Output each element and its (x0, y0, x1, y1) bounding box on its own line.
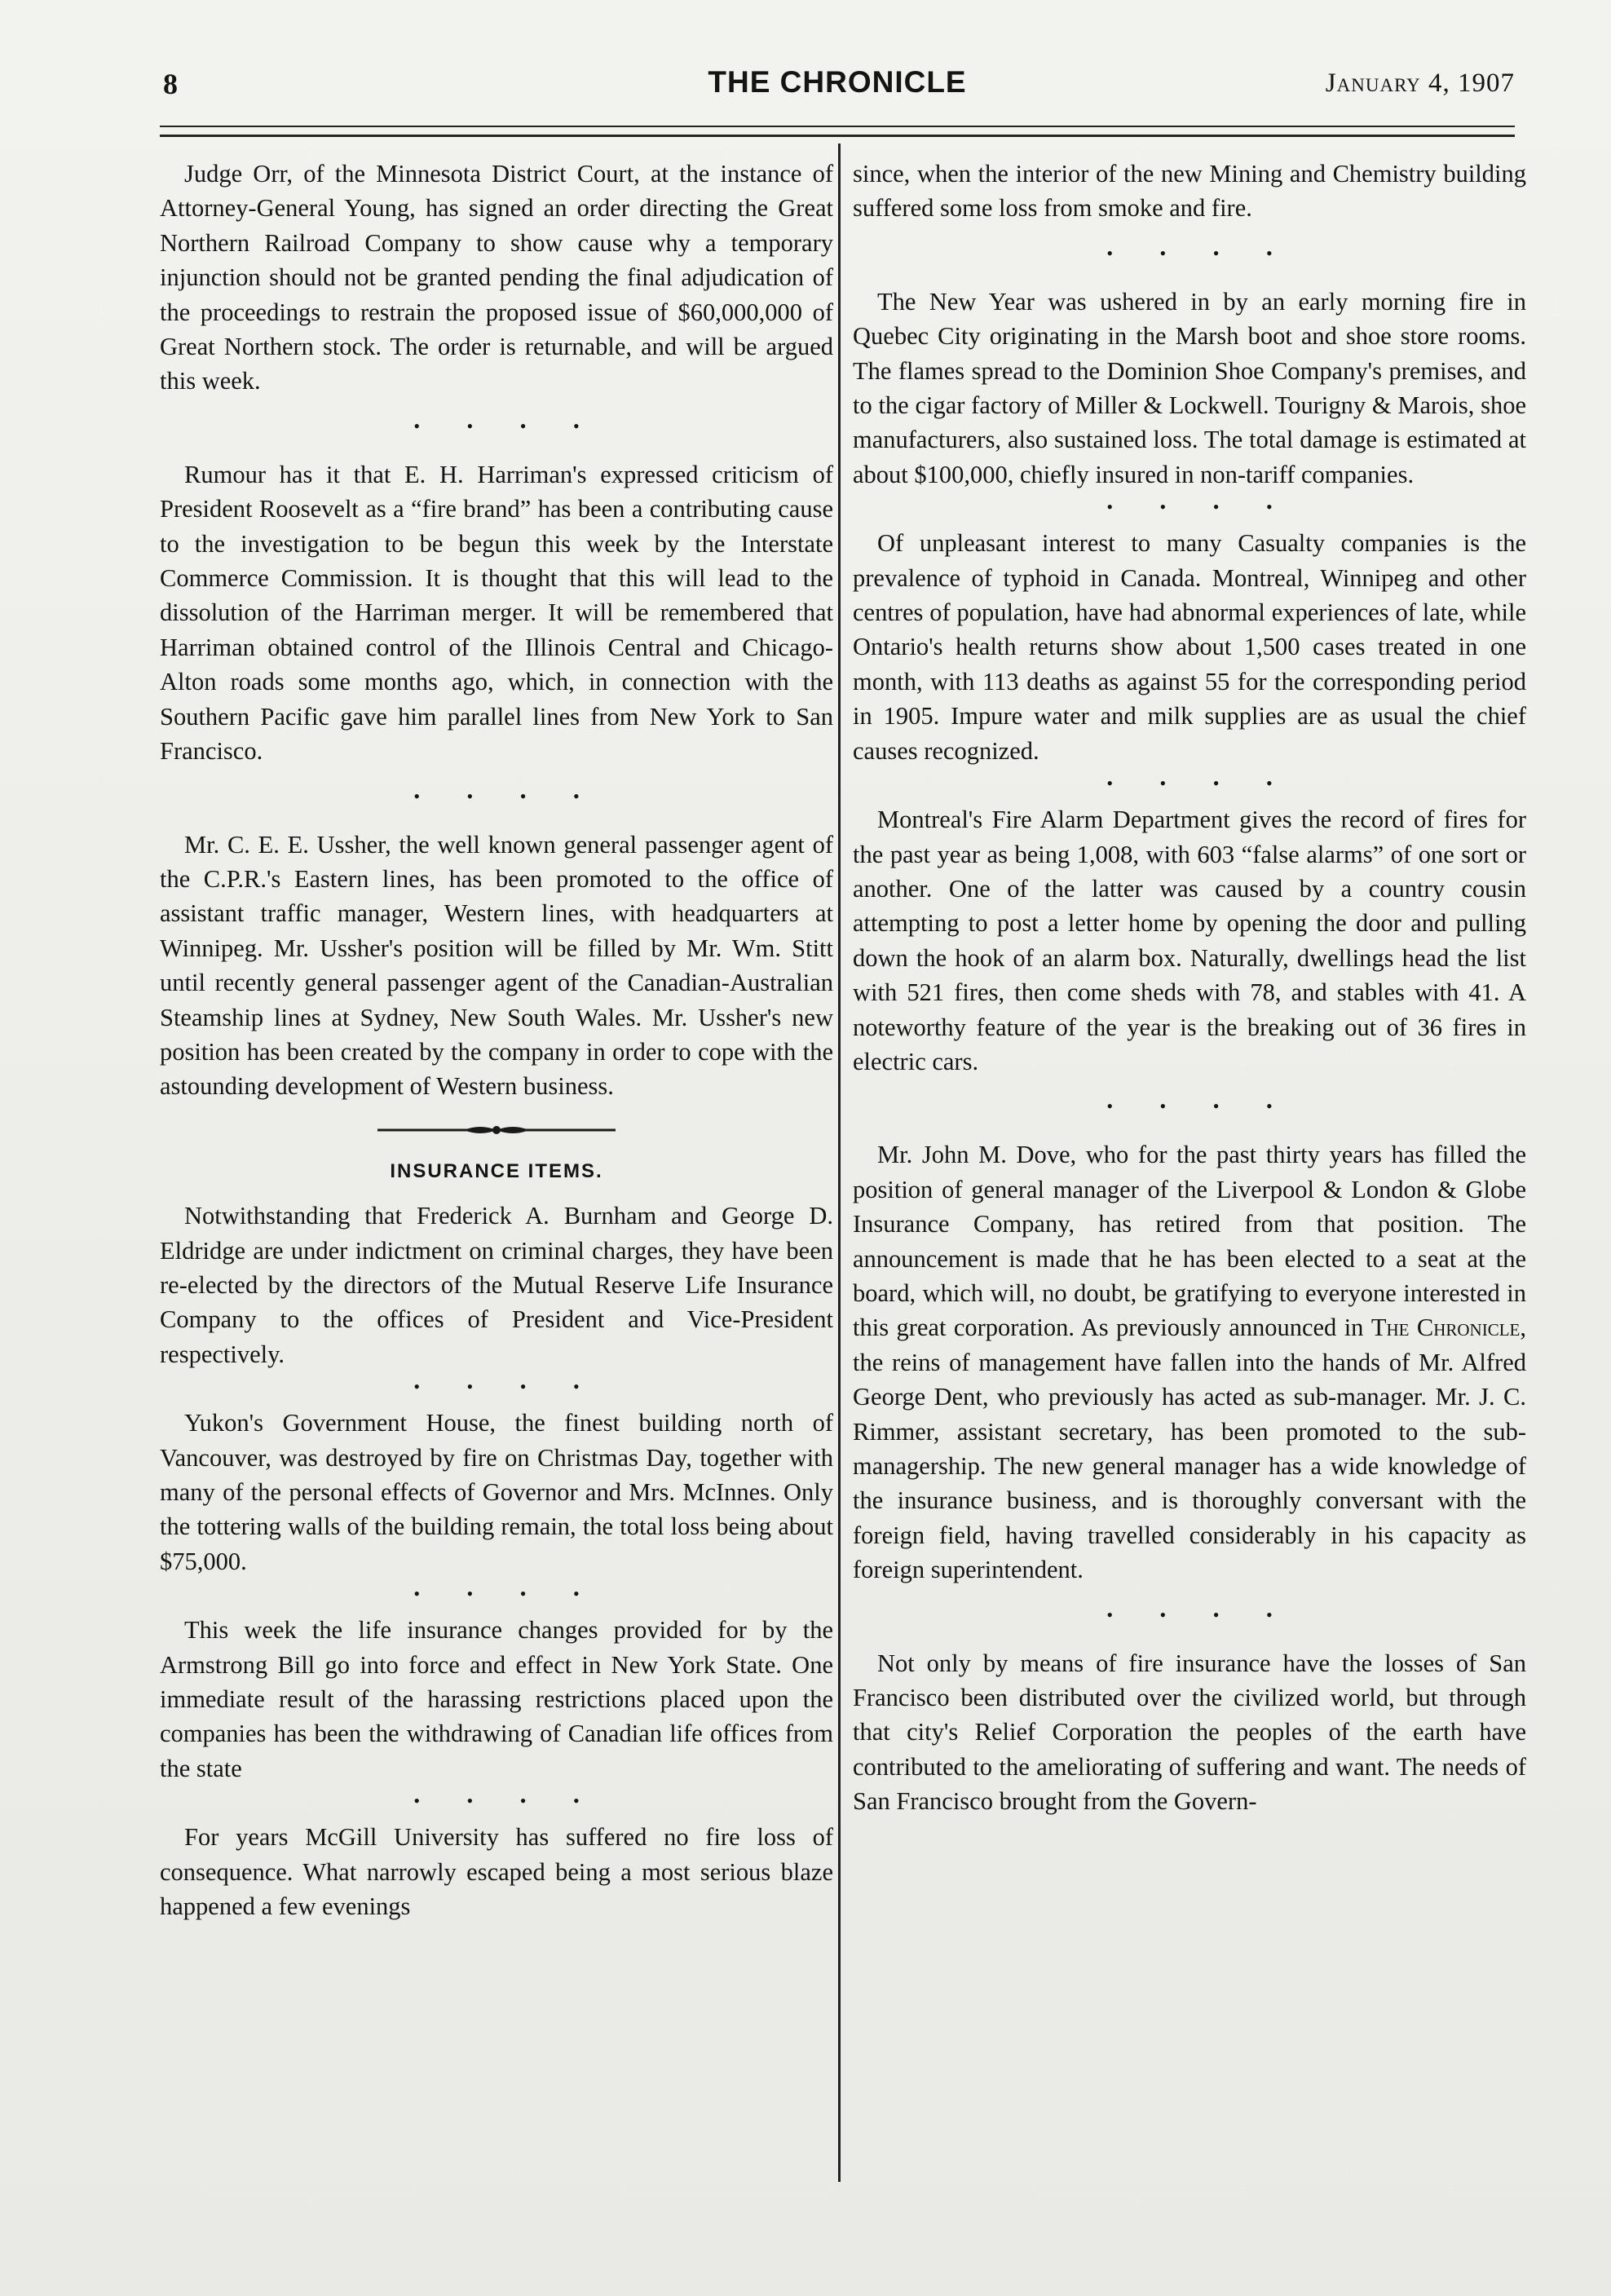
dove-text-part-1: Mr. John M. Dove, who for the past thirty years has filled the position of general manager of the Liverpool & London & Globe Insurance Company, has retired from that position. The announcement is made that he has been elected to a seat at the board, which will, no doubt, be gratifying to everyone interested in this great corporation. As previously announced in (853, 1141, 1526, 1342)
bullet-separator: • • • • (413, 1376, 601, 1397)
bullet-separator: • • • • (1106, 773, 1294, 794)
page-header (160, 62, 1515, 119)
section-heading-insurance-items: INSURANCE ITEMS. (390, 1159, 603, 1182)
article-yukon-fire: Yukon's Government House, the finest building north of Vancouver, was destroyed by fire on Christmas Day, together with many of the personal effects of Governor and Mrs. McInnes. Only the tottering walls of the building remain, the total loss being about $75,000. (160, 1409, 833, 1575)
bullet-separator: • • • • (1106, 242, 1294, 263)
article-montreal-fire-alarm: Montreal's Fire Alarm Department gives the record of fires for the past year as being 1,008, with 603 “false alarms” of one sort or another. One of the latter was caused by a country cousin attempting to post a letter home by opening the door and pulling down the hook of an alarm box. Naturally, dwellings head the list with 521 fires, then come sheds with 78, and stables with 41. A noteworthy feature of the year is the breaking out of 36 fires in electric cars. (853, 806, 1526, 1075)
bullet-separator: • • • • (413, 1790, 601, 1812)
ornament-icon (374, 1122, 619, 1138)
left-column (160, 157, 833, 1923)
article-great-northern-injunction: Judge Orr, of the Minnesota District Court, at the instance of Attorney-General Young, has signed an order directing the Great Northern Railroad Company to show cause why a temporary injunction should not be granted pending the final adjudication of the proceedings to restrain the proposed issue of $60,000,000 of Great Northern stock. The order is returnable, and will be argued this week. (160, 160, 833, 395)
right-column (853, 157, 1526, 1819)
bullet-separator: • • • • (1106, 497, 1294, 518)
column-divider (838, 144, 841, 2182)
masthead: THE CHRONICLE (708, 65, 967, 99)
header-double-rule (160, 126, 1515, 137)
bullet-separator: • • • • (1106, 1096, 1294, 1117)
bullet-separator: • • • • (1106, 1604, 1294, 1625)
ornamental-rule (160, 1122, 833, 1138)
article-quebec-fire: The New Year was ushered in by an early morning fire in Quebec City originating in the Marsh boot and shoe store rooms. The flames spread to the Dominion Shoe Company's premises, and to the cigar factory of Miller & Lockwell. Tourigny & Marois, shoe manufacturers, also sustained loss. The total damage is estimated at about $100,000, chiefly insured in non-tariff companies. (853, 287, 1526, 488)
issue-date: January 4, 1907 (1325, 68, 1515, 98)
article-harriman-merger: Rumour has it that E. H. Harriman's expressed criticism of President Roosevelt as a “fire brand” has been a contributing cause to the investigation to be begun this week by the Interstate Commerce Commission. It is thought that this will lead to the dissolution of the Harriman merger. It will be remembered that Harriman obtained control of the Illinois Central and Chicago-Alton roads some months ago, which, in connection with the Southern Pacific gave him parallel lines from New York to San Francisco. (160, 460, 833, 766)
article-san-francisco-relief: Not only by means of fire insurance have the losses of San Francisco been distributed over the civilized world, but through that city's Relief Corporation the peoples of the earth have contributed to the ameliorating of suffering and want. The needs of San Francisco brought from the Govern- (853, 1649, 1526, 1816)
article-john-dove (853, 1137, 1526, 1587)
article-mutual-reserve: Notwithstanding that Frederick A. Burnham and George D. Eldridge are under indictment on criminal charges, they have been re-elected by the directors of the Mutual Reserve Life Insurance Company to the offices of President and Vice-President respectively. (160, 1202, 833, 1368)
page-number: 8 (163, 68, 178, 100)
publication-name: The Chronicle (1370, 1314, 1521, 1342)
bullet-separator: • • • • (413, 785, 601, 806)
bullet-separator: • • • • (413, 1583, 601, 1605)
dove-text-part-2: , the reins of management have fallen into the hands of Mr. Alfred George Dent, who previously has acted as sub-manager. Mr. J. C. Rimmer, assistant secretary, has been promoted to the sub-managership. The new general manager has a wide knowledge of the insurance business, and is thoroughly conversant with the foreign field, having travelled considerably in his capacity as foreign superintendent. (853, 1314, 1526, 1584)
article-mcgill-fire-continued: since, when the interior of the new Mining and Chemistry building suffered some loss from smoke and fire. (853, 160, 1526, 223)
bullet-separator: • • • • (413, 415, 601, 436)
article-ussher-promotion: Mr. C. E. E. Ussher, the well known general passenger agent of the C.P.R.'s Eastern lines, has been promoted to the office of assistant traffic manager, Western lines, with headquarters at Winnipeg. Mr. Ussher's position will be filled by Mr. Wm. Stitt until recently general passenger agent of the Canadian-Australian Steamship lines at Sydney, New South Wales. Mr. Ussher's new position has been created by the company in order to cope with the astounding development of Western business. (160, 830, 833, 1101)
article-typhoid: Of unpleasant interest to many Casualty companies is the prevalence of typhoid in Canada. Montreal, Winnipeg and other centres of population, have had abnormal experiences of late, while Ontario's health returns show about 1,500 cases treated in one month, with 113 deaths as against 55 for the corresponding period in 1905. Impure water and milk supplies are as usual the chief causes recognized. (853, 529, 1526, 765)
article-mcgill-fire: For years McGill University has suffered no fire loss of consequence. What narrowly escaped being a most serious blaze happened a few evenings (160, 1823, 833, 1921)
article-armstrong-bill: This week the life insurance changes provided for by the Armstrong Bill go into force and effect in New York State. One immediate result of the harassing restrictions placed upon the companies has been the withdrawing of Canadian life offices from the state (160, 1616, 833, 1782)
